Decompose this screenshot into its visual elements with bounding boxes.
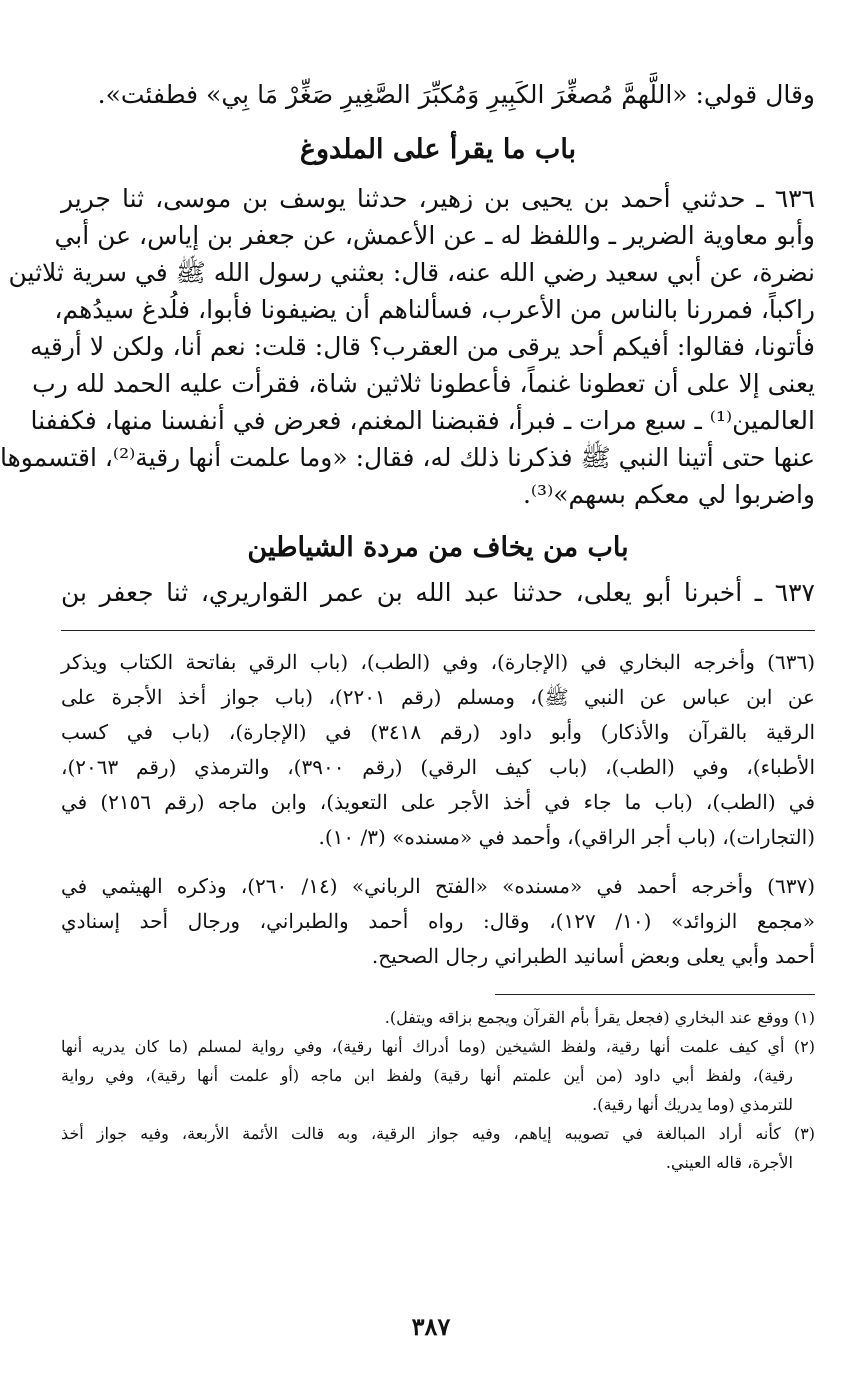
hadith-line: يعنى إلا على أن تعطونا غنماً، فأعطونا ثلاثين شاة، فقرأت عليه الحمد لله رب: [32, 369, 815, 398]
takhrij-line: (٦٣٧) وأخرجه أحمد في «مسنده» «الفتح الرباني» (١٤/ ٢٦٠)، وذكره الهيثمي في: [61, 874, 815, 898]
takhrij-line: الرقية بالقرآن والأذكار) وأبو داود (رقم ٣٤١٨) في (الإجارة)، (باب في كسب: [61, 720, 815, 744]
top-line: وقال قولي: «اللَّهمَّ مُصغِّرَ الكَبِيرِ وَمُكبِّرَ الصَّغِيرِ صَغِّرْ مَا بِي» فطفئت».: [97, 80, 815, 109]
takhrij-line: (التجارات)، (باب أجر الراقي)، وأحمد في «مسنده» (٣/ ١٠).: [318, 825, 815, 849]
takhrij-line: (٦٣٦) وأخرجه البخاري في (الإجارة)، وفي (الطب)، (باب الرقي بفاتحة الكتاب ويذكر: [61, 650, 815, 674]
book-page: [0, 78, 816, 1177]
hadith-636: [0, 182, 815, 512]
footnote-line: رقية)، ولفظ أبي داود (من أين علمتم أنها رقية) ولفظ ابن ماجه (أو علمت أنها رقية)، وفي رواية: [61, 1066, 793, 1085]
footnote-line: (٢) أي كيف علمت أنها رقية، ولفظ الشيخين (وما أدراك أنها رقية)، وفي رواية لمسلم (ما كان يدريه أنها: [61, 1037, 815, 1056]
takhrij-line: الأطباء)، وفي (الطب)، (باب كيف الرقي) (رقم ٣٩٠٠)، والترمذي (رقم ٢٠٦٣)،: [61, 755, 816, 779]
hadith-637: [61, 576, 815, 610]
chapter-heading: باب ما يقرأ على الملدوغ: [299, 134, 577, 165]
hadith-line: فأتونا، فقالوا: أفيكم أحد يرقى من العقرب؟ قال: قلت: نعم أنا، ولكن لا أرقيه: [29, 332, 815, 361]
footnote-line: للترمذي (وما يدريك أنها رقية).: [592, 1095, 793, 1114]
footnote-2: [61, 1032, 815, 1119]
takhrij-line: عن ابن عباس عن النبي ﷺ)، ومسلم (رقم ٢٢٠١)، (باب جواز أخذ الأجرة على: [61, 685, 815, 709]
hadith-line: واضربوا لي معكم بسهم»⁽³⁾.: [522, 480, 815, 509]
hadith-line: العالمين⁽¹⁾ ـ سبع مرات ـ فبرأ، فقبضنا المغنم، فعرض في أنفسنا منها، فكففنا: [30, 406, 815, 435]
takhrij-divider: [61, 630, 815, 631]
footnote-3: [61, 1119, 815, 1177]
hadith-line: راكباً، فمررنا بالناس من الأعرب، فسألناهم أن يضيفونا فأبوا، فلُدغ سيدُهم،: [54, 295, 815, 324]
takhrij-line: أحمد وأبي يعلى وبعض أسانيد الطبراني رجال الصحيح.: [371, 944, 815, 968]
footnote-line: (٣) كأنه أراد المبالغة في تصويبه إياهم، وفيه جواز الرقية، وبه قالت الأئمة الأربعة، وفيه جواز أخذ: [61, 1124, 815, 1143]
page-number: ٣٨٧: [411, 1312, 451, 1341]
chapter-heading: باب من يخاف من مردة الشياطين: [247, 532, 629, 563]
footnote-1: [61, 1003, 815, 1032]
takhrij-636: [61, 645, 815, 855]
takhrij-637: [61, 869, 815, 974]
footnote-line: الأجرة، قاله العيني.: [665, 1153, 793, 1172]
hadith-line: عنها حتى أتينا النبي ﷺ فذكرنا ذلك له، فقال: «وما علمت أنها رقية⁽²⁾، اقتسموها: [0, 443, 815, 472]
takhrij-line: «مجمع الزوائد» (١٠/ ١٢٧)، وقال: رواه أحمد والطبراني، ورجال أحد إسنادي: [61, 909, 815, 933]
hadith-line: وأبو معاوية الضرير ـ واللفظ له ـ عن الأعمش، عن جعفر بن إياس، عن أبي: [54, 221, 815, 250]
footnote-divider: [495, 994, 815, 995]
note-gap: [61, 855, 815, 869]
takhrij-line: في (الطب)، (باب ما جاء في أخذ الأجر على التعويذ)، وابن ماجه (رقم ٢١٥٦) في: [61, 790, 816, 814]
hadith-line: نضرة، عن أبي سعيد رضي الله عنه، قال: بعثني رسول الله ﷺ في سرية ثلاثين: [8, 258, 815, 287]
hadith-line: ٦٣٧ ـ أخبرنا أبو يعلى، حدثنا عبد الله بن عمر القواريري، ثنا جعفر بن: [61, 578, 815, 607]
footnote-line: (١) ووقع عند البخاري (فجعل يقرأ بأم القرآن ويجمع بزاقه ويتفل).: [384, 1008, 815, 1027]
hadith-line: ٦٣٦ ـ حدثني أحمد بن يحيى بن زهير، حدثنا يوسف بن موسى، ثنا جرير: [61, 184, 815, 213]
